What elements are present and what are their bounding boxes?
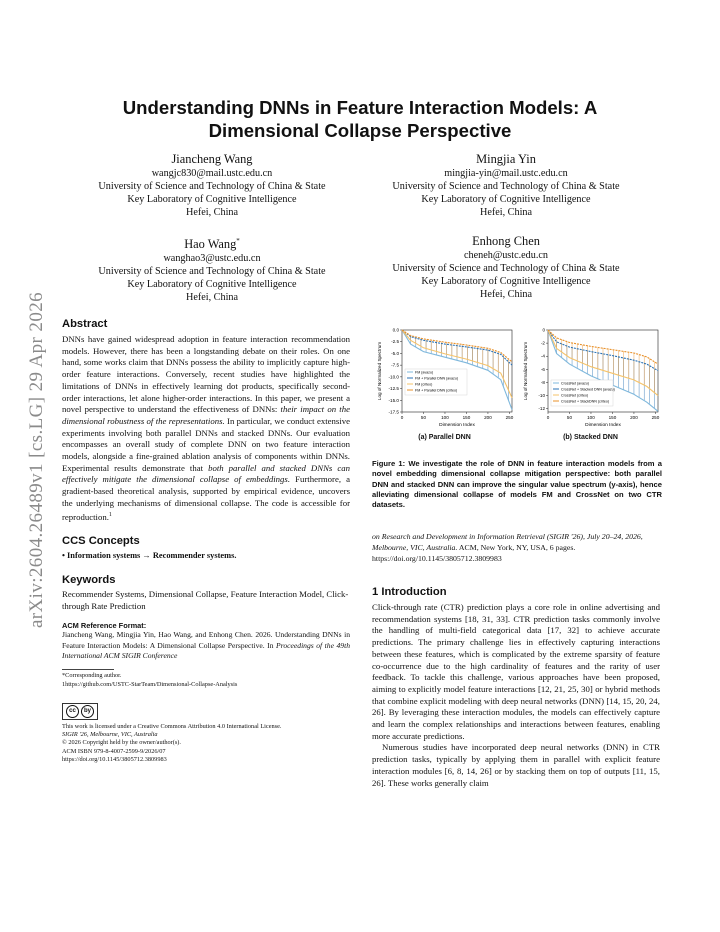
- y-tick-label: -15.0: [388, 397, 399, 403]
- x-tick-label: 150: [462, 415, 471, 420]
- abstract-heading: Abstract: [62, 318, 108, 330]
- author-city: Hefei, China: [185, 207, 239, 218]
- x-axis-label: Dimension Index: [585, 423, 621, 428]
- author-email: wangjc830@mail.ustc.edu.cn: [151, 168, 273, 179]
- author-affiliation: University of Science and Technology of China & State: [392, 263, 620, 274]
- author-affiliation: Key Laboratory of Cognitive Intelligence: [421, 194, 591, 205]
- legend-label: FM + Parallel DNN (criteo): [415, 388, 458, 393]
- author-email: wanghao3@ustc.edu.cn: [163, 253, 261, 265]
- x-tick-label: 250: [651, 415, 660, 420]
- acm-ref-text: Jiancheng Wang, Mingjia Yin, Hao Wang, and Enhong Chen. 2026. Understanding DNNs in Feature Interaction Models: A Dimensional Collapse Perspective. In Proceedings of the 49th International ACM SIGIR Conference: [62, 630, 350, 661]
- acm-ref-heading: ACM Reference Format:: [62, 621, 147, 631]
- legend-label: FM (avazu): [415, 370, 434, 375]
- y-tick-label: -12.5: [388, 386, 399, 392]
- author-affiliation: Key Laboratory of Cognitive Intelligence: [421, 276, 591, 287]
- intro-heading: 1 Introduction: [372, 586, 447, 598]
- y-axis-label: Log of Normalized Spectrum: [523, 341, 528, 401]
- y-tick-label: -6: [540, 366, 545, 372]
- x-tick-label: 250: [505, 415, 514, 420]
- author-name: Hao Wang: [184, 237, 237, 252]
- ccs-heading: CCS Concepts: [62, 535, 140, 548]
- chart-stacked-dnn: [518, 324, 663, 428]
- author-affiliation: University of Science and Technology of China & State: [98, 181, 326, 192]
- y-tick-label: -4: [540, 353, 545, 359]
- author-block-4: [356, 234, 656, 301]
- author-block-3: [62, 234, 362, 304]
- x-tick-label: 150: [608, 415, 617, 420]
- ccs-text: • Information systems → Recommender systems.: [62, 551, 237, 561]
- x-tick-label: 100: [587, 415, 595, 420]
- legend-label: CrossNet (avazu): [561, 381, 589, 386]
- y-tick-label: -8: [540, 379, 545, 385]
- x-tick-label: 100: [441, 415, 449, 420]
- legend-label: CrossNet + StackDNN (criteo): [561, 399, 610, 404]
- author-email: mingjia-yin@mail.ustc.edu.cn: [444, 168, 568, 179]
- keywords-text: Recommender Systems, Dimensional Collapse, Feature Interaction Model, Click-through Rate Prediction: [62, 588, 349, 611]
- conference-info: on Research and Development in Information Retrieval (SIGIR '26), July 20–24, 2026, Melbourne, VIC, Australia. ACM, New York, NY, USA, 6 pages. https://doi.org/10.1145/3805712.3809983: [372, 532, 643, 563]
- arxiv-id: arXiv:2604.26489v1 [cs.LG] 29 Apr 2026: [26, 291, 47, 629]
- author-city: Hefei, China: [479, 207, 533, 218]
- corresponding-mark: *: [236, 237, 240, 245]
- y-tick-label: -2: [540, 340, 545, 346]
- x-axis-label: Dimension Index: [439, 423, 475, 428]
- y-tick-label: -12: [538, 406, 545, 412]
- legend-label: CrossNet (criteo): [561, 393, 589, 398]
- cc-license-badge: [62, 699, 350, 720]
- legend-label: CrossNet + Stacked DNN (avazu): [561, 387, 615, 392]
- y-tick-label: 0: [542, 327, 545, 333]
- footnote-rule: [62, 669, 114, 670]
- figure-caption: Figure 1: We investigate the role of DNN in feature interaction models from a novel embedding dimensional collapse mitigation perspective: both parallel DNN and stacked DNN can improve the singular value spectrum (y-axis), hence alleviating dimensional collapse of models FM and CrossNet on two CTR datasets.: [372, 459, 662, 510]
- license-doi: https://doi.org/10.1145/3805712.3809983: [62, 755, 167, 763]
- author-name: Enhong Chen: [472, 234, 540, 248]
- author-email: cheneh@ustc.edu.cn: [463, 250, 549, 261]
- arxiv-stamp: [22, 230, 52, 690]
- author-affiliation: Key Laboratory of Cognitive Intelligence: [127, 194, 297, 205]
- title-line-2: Dimensional Collapse Perspective: [208, 120, 512, 141]
- x-tick-label: 50: [566, 415, 573, 420]
- author-affiliation: University of Science and Technology of China & State: [98, 266, 326, 278]
- y-tick-label: 0.0: [392, 327, 399, 333]
- left-column: [62, 318, 350, 764]
- intro-text: [372, 602, 660, 789]
- abstract-text: DNNs have gained widespread adoption in feature interaction recommendation models. However, there has been a longstanding debate on their roles. On one hand, some works claim that DNNs possess the ability to implicitly capture high-order feature interactions. Conversely, recent studies have highlighted the limitations of DNNs in effectively learning dot products, specifically second-order interactions, let alone higher-order interactions. In this paper, we present a novel perspective to understand the effectiveness of DNNs: their impact on the dimensional robustness of the representations. In particular, we conduct extensive experiments involving both parallel DNNs and stacked DNNs. Our evaluation encompasses an overall study of complete DNN on two feature interaction models, alongside a fine-grained ablation analysis of components within DNNs. Experimental results demonstrate that both parallel and stacked DNNs can effectively mitigate the dimensional collapse of embeddings. Furthermore, a gradient-based theoretical analysis, supported by empirical evidence, uncovers the underlying mechanisms of dimensional collapse. The code is accessible for reproduction.$^1$: [62, 334, 350, 522]
- author-city: Hefei, China: [185, 292, 239, 304]
- x-tick-label: 200: [484, 415, 492, 420]
- license-copyright: © 2026 Copyright held by the owner/author(s).: [62, 739, 181, 747]
- author-name: Mingjia Yin: [476, 152, 536, 166]
- y-tick-label: -17.5: [388, 409, 399, 415]
- author-city: Hefei, China: [479, 289, 533, 300]
- chart-parallel-dnn: [372, 324, 517, 428]
- y-tick-label: -10: [538, 393, 545, 399]
- license-text: This work is licensed under a Creative Commons Attribution 4.0 International License.: [62, 722, 282, 730]
- author-affiliation: Key Laboratory of Cognitive Intelligence: [127, 279, 297, 291]
- author-block-2: [356, 152, 656, 219]
- title-line-1: Understanding DNNs in Feature Interaction Models: A: [122, 97, 598, 118]
- paper-title: [60, 96, 660, 142]
- y-tick-label: -10.0: [388, 374, 399, 380]
- license-isbn: ACM ISBN 979-8-4007-2599-9/2026/07: [62, 747, 166, 755]
- subcaption-a: (a) Parallel DNN: [418, 434, 471, 441]
- y-tick-label: -5.0: [391, 350, 399, 356]
- author-affiliation: University of Science and Technology of China & State: [392, 181, 620, 192]
- y-tick-label: -7.5: [391, 362, 399, 368]
- keywords-heading: Keywords: [62, 573, 116, 586]
- x-tick-label: 50: [420, 415, 427, 420]
- subcaption-b: (b) Stacked DNN: [563, 434, 618, 441]
- x-tick-label: 200: [630, 415, 638, 420]
- intro-paragraph-2: Numerous studies have incorporated deep neural networks (DNN) in CTR prediction tasks, typically by applying them in parallel with explicit feature interaction modules [6, 8, 14, 26] or by stacking them on top of outputs [11, 15, 26]. These works generally claim: [372, 742, 660, 788]
- footnote-corresponding: *Corresponding author.: [62, 672, 122, 680]
- cc-icon: cc: [66, 705, 79, 718]
- legend-label: FM + Parallel DNN (avazu): [415, 376, 459, 381]
- legend-label: FM (criteo): [415, 382, 433, 387]
- x-tick-label: 0: [546, 415, 550, 420]
- footnote-url: 1https://github.com/USTC-StarTeam/Dimensional-Collapse-Analysis: [62, 680, 238, 688]
- y-tick-label: -2.5: [391, 339, 399, 345]
- x-tick-label: 0: [400, 415, 404, 420]
- by-icon: by: [81, 705, 94, 718]
- author-name: Jiancheng Wang: [171, 152, 253, 166]
- license-venue: SIGIR '26, Melbourne, VIC, Australia: [62, 731, 158, 739]
- author-block-1: [62, 152, 362, 219]
- y-axis-label: Log of Normalized Spectrum: [377, 341, 382, 401]
- intro-paragraph-1: Click-through rate (CTR) prediction plays a core role in online advertising and recommendation systems [18, 31, 33]. CTR prediction tasks commonly involve the handling of multi-field categorical data [17, 32] to achieve accurate predictions. The primary challenge lies in effectively capturing interactions between these features, which is complicated by the extreme sparsity of feature co-occurrence due to the high cardinality of features and the rarity of user feedback. To tackle this challenge, various approaches have been proposed, aiming to explicitly model feature interactions [12, 21, 25, 30] or hybrid methods that combine explicit modeling with deep neural networks (DNN) [14, 15, 20, 24, 26]. By leveraging these interaction modules, the models can effectively capture and learn the complex relationships and interactions between features, enabling more accurate predictions.: [372, 602, 660, 741]
